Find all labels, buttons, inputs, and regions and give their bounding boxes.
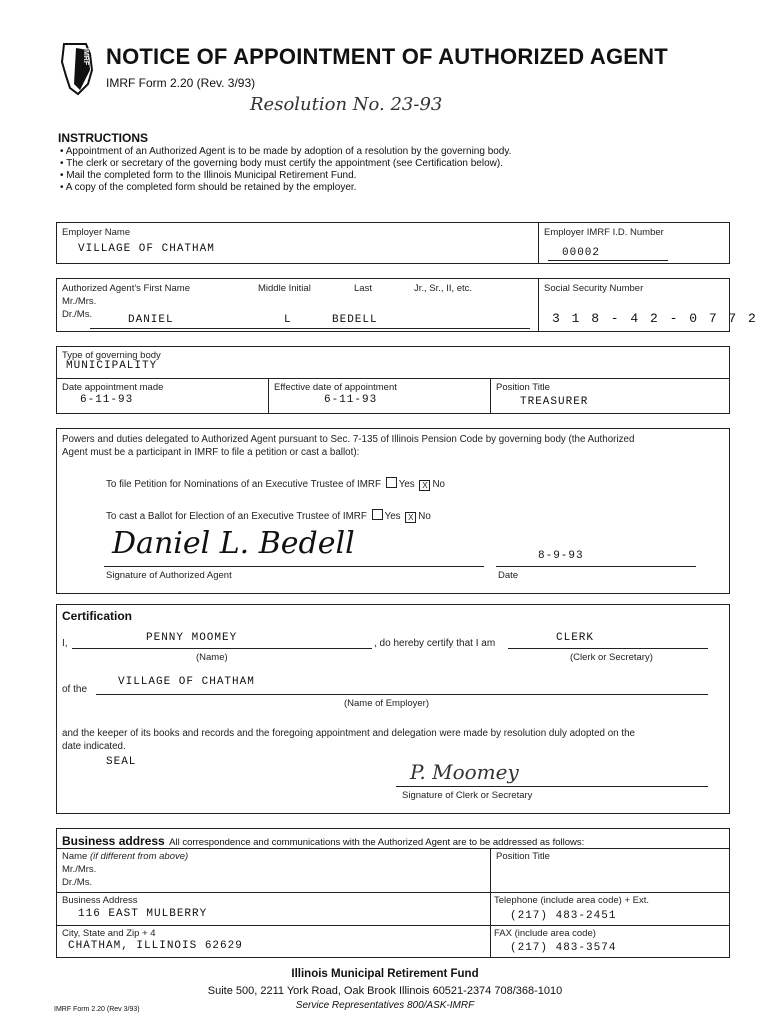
employer-name-label: Employer Name xyxy=(62,227,131,238)
city-state-zip-field[interactable]: CHATHAM, ILLINOIS 62629 xyxy=(68,940,243,952)
cert-text-2: date indicated. xyxy=(62,741,126,752)
seal-label: SEAL xyxy=(106,756,137,768)
ssn-label: Social Security Number xyxy=(544,283,644,294)
petition-option xyxy=(106,477,445,491)
petition-yes-label: Yes xyxy=(398,479,415,490)
cert-employer-label: (Name of Employer) xyxy=(344,698,429,709)
of-the-label: of the xyxy=(62,684,88,695)
agent-last-label: Last xyxy=(354,283,372,294)
business-name-label: Name (if different from above) xyxy=(62,851,189,862)
imrf-logo xyxy=(56,40,98,96)
page-title: NOTICE OF APPOINTMENT OF AUTHORIZED AGENT xyxy=(106,44,668,69)
salutation-mr-mrs: Mr./Mrs. xyxy=(62,296,97,307)
business-salutation-2: Dr./Ms. xyxy=(62,877,93,888)
effective-date-field[interactable]: 6-11-93 xyxy=(324,394,378,406)
logo-text: IMRF xyxy=(82,48,89,66)
telephone-label: Telephone (include area code) + Ext. xyxy=(494,895,650,906)
ballot-text: To cast a Ballot for Election of an Executive Trustee of IMRF xyxy=(106,511,367,522)
business-position-label: Position Title xyxy=(496,851,550,862)
clerk-name-field[interactable]: PENNY MOOMEY xyxy=(146,632,238,644)
business-heading-text: Business address xyxy=(62,834,165,848)
footer-address: Suite 500, 2211 York Road, Oak Brook Illinois 60521-2374 708/368-1010 xyxy=(207,985,563,997)
handwritten-resolution: Resolution No. 23-93 xyxy=(250,94,443,115)
position-title-field[interactable]: TREASURER xyxy=(520,396,589,408)
petition-text: To file Petition for Nominations of an Executive Trustee of IMRF xyxy=(106,479,381,490)
signature-date-field[interactable]: 8-9-93 xyxy=(538,550,584,562)
business-heading-note: All correspondence and communications with the Authorized Agent are to be addressed as follows: xyxy=(169,837,585,848)
clerk-signature-label: Signature of Clerk or Secretary xyxy=(402,790,533,801)
telephone-field[interactable]: (217) 483-2451 xyxy=(510,910,617,922)
ssn-field[interactable]: 3 1 8 - 4 2 - 0 7 7 2 xyxy=(552,311,758,326)
petition-no-checkbox[interactable]: X xyxy=(419,480,430,491)
salutation-dr-ms: Dr./Ms. xyxy=(62,309,93,320)
employer-name-field[interactable]: VILLAGE OF CHATHAM xyxy=(78,243,215,255)
employer-id-field[interactable]: 00002 xyxy=(562,247,601,259)
footer-org: Illinois Municipal Retirement Fund xyxy=(291,968,479,980)
form-id: IMRF Form 2.20 (Rev. 3/93) xyxy=(106,76,256,90)
petition-no-label: No xyxy=(432,479,445,490)
fax-field[interactable]: (217) 483-3574 xyxy=(510,942,617,954)
instruction-item: • Appointment of an Authorized Agent is to be made by adoption of a resolution by the governing body. xyxy=(60,146,512,157)
agent-first-label: Authorized Agent's First Name xyxy=(62,283,191,294)
clerk-signature: P. Moomey xyxy=(410,760,519,784)
agent-signature-label: Signature of Authorized Agent xyxy=(106,570,232,581)
effective-date-label: Effective date of appointment xyxy=(274,382,397,393)
business-salutation-1: Mr./Mrs. xyxy=(62,864,97,875)
powers-text: Powers and duties delegated to Authorized Agent pursuant to Sec. 7-135 of Illinois Pension Code by governing body (the Authorized xyxy=(62,434,635,445)
agent-middle-field[interactable]: L xyxy=(284,314,292,326)
footer-service: Service Representatives 800/ASK-IMRF xyxy=(295,1000,475,1011)
petition-yes-checkbox[interactable] xyxy=(386,477,397,488)
business-address-field[interactable]: 116 EAST MULBERRY xyxy=(78,908,208,920)
agent-middle-label: Middle Initial xyxy=(258,283,311,294)
cert-text: and the keeper of its books and records and the foregoing appointment and delegation were made by resolution duly adopted on the xyxy=(62,728,635,739)
position-title-label: Position Title xyxy=(496,382,550,393)
footer-form-ref: IMRF Form 2.20 (Rev 3/93) xyxy=(54,1006,140,1013)
governing-type-field[interactable]: MUNICIPALITY xyxy=(66,360,158,372)
powers-text-2: Agent must be a participant in IMRF to file a petition or cast a ballot): xyxy=(62,447,360,458)
clerk-role-field[interactable]: CLERK xyxy=(556,632,595,644)
certify-text: , do hereby certify that I am xyxy=(374,638,496,649)
clerk-name-label: (Name) xyxy=(196,652,228,663)
business-address-label: Business Address xyxy=(62,895,138,906)
signature-date-label: Date xyxy=(498,570,519,581)
fax-label: FAX (include area code) xyxy=(494,928,596,939)
governing-type-label: Type of governing body xyxy=(62,350,161,361)
instruction-item: • Mail the completed form to the Illinois Municipal Retirement Fund. xyxy=(60,170,357,181)
ballot-yes-checkbox[interactable] xyxy=(372,509,383,520)
cert-employer-field[interactable]: VILLAGE OF CHATHAM xyxy=(118,676,255,688)
ballot-no-checkbox[interactable]: X xyxy=(405,512,416,523)
city-state-zip-label: City, State and Zip + 4 xyxy=(62,928,156,939)
instruction-item: • The clerk or secretary of the governing body must certify the appointment (see Certification below). xyxy=(60,158,503,169)
ballot-option xyxy=(106,509,431,523)
agent-first-field[interactable]: DANIEL xyxy=(128,314,174,326)
appointment-date-label: Date appointment made xyxy=(62,382,164,393)
instructions-list xyxy=(60,146,511,194)
instruction-item: • A copy of the completed form should be retained by the employer. xyxy=(60,182,357,193)
employer-id-label: Employer IMRF I.D. Number xyxy=(544,227,664,238)
agent-suffix-label: Jr., Sr., II, etc. xyxy=(414,283,473,294)
ballot-yes-label: Yes xyxy=(384,511,401,522)
clerk-role-label: (Clerk or Secretary) xyxy=(570,652,653,663)
agent-last-field[interactable]: BEDELL xyxy=(332,314,378,326)
certification-heading: Certification xyxy=(62,609,133,623)
ballot-no-label: No xyxy=(418,511,431,522)
appointment-date-field[interactable]: 6-11-93 xyxy=(80,394,134,406)
agent-signature: Daniel L. Bedell xyxy=(112,526,355,561)
cert-i-label: I, xyxy=(62,638,68,649)
instructions-heading: INSTRUCTIONS xyxy=(58,131,148,145)
